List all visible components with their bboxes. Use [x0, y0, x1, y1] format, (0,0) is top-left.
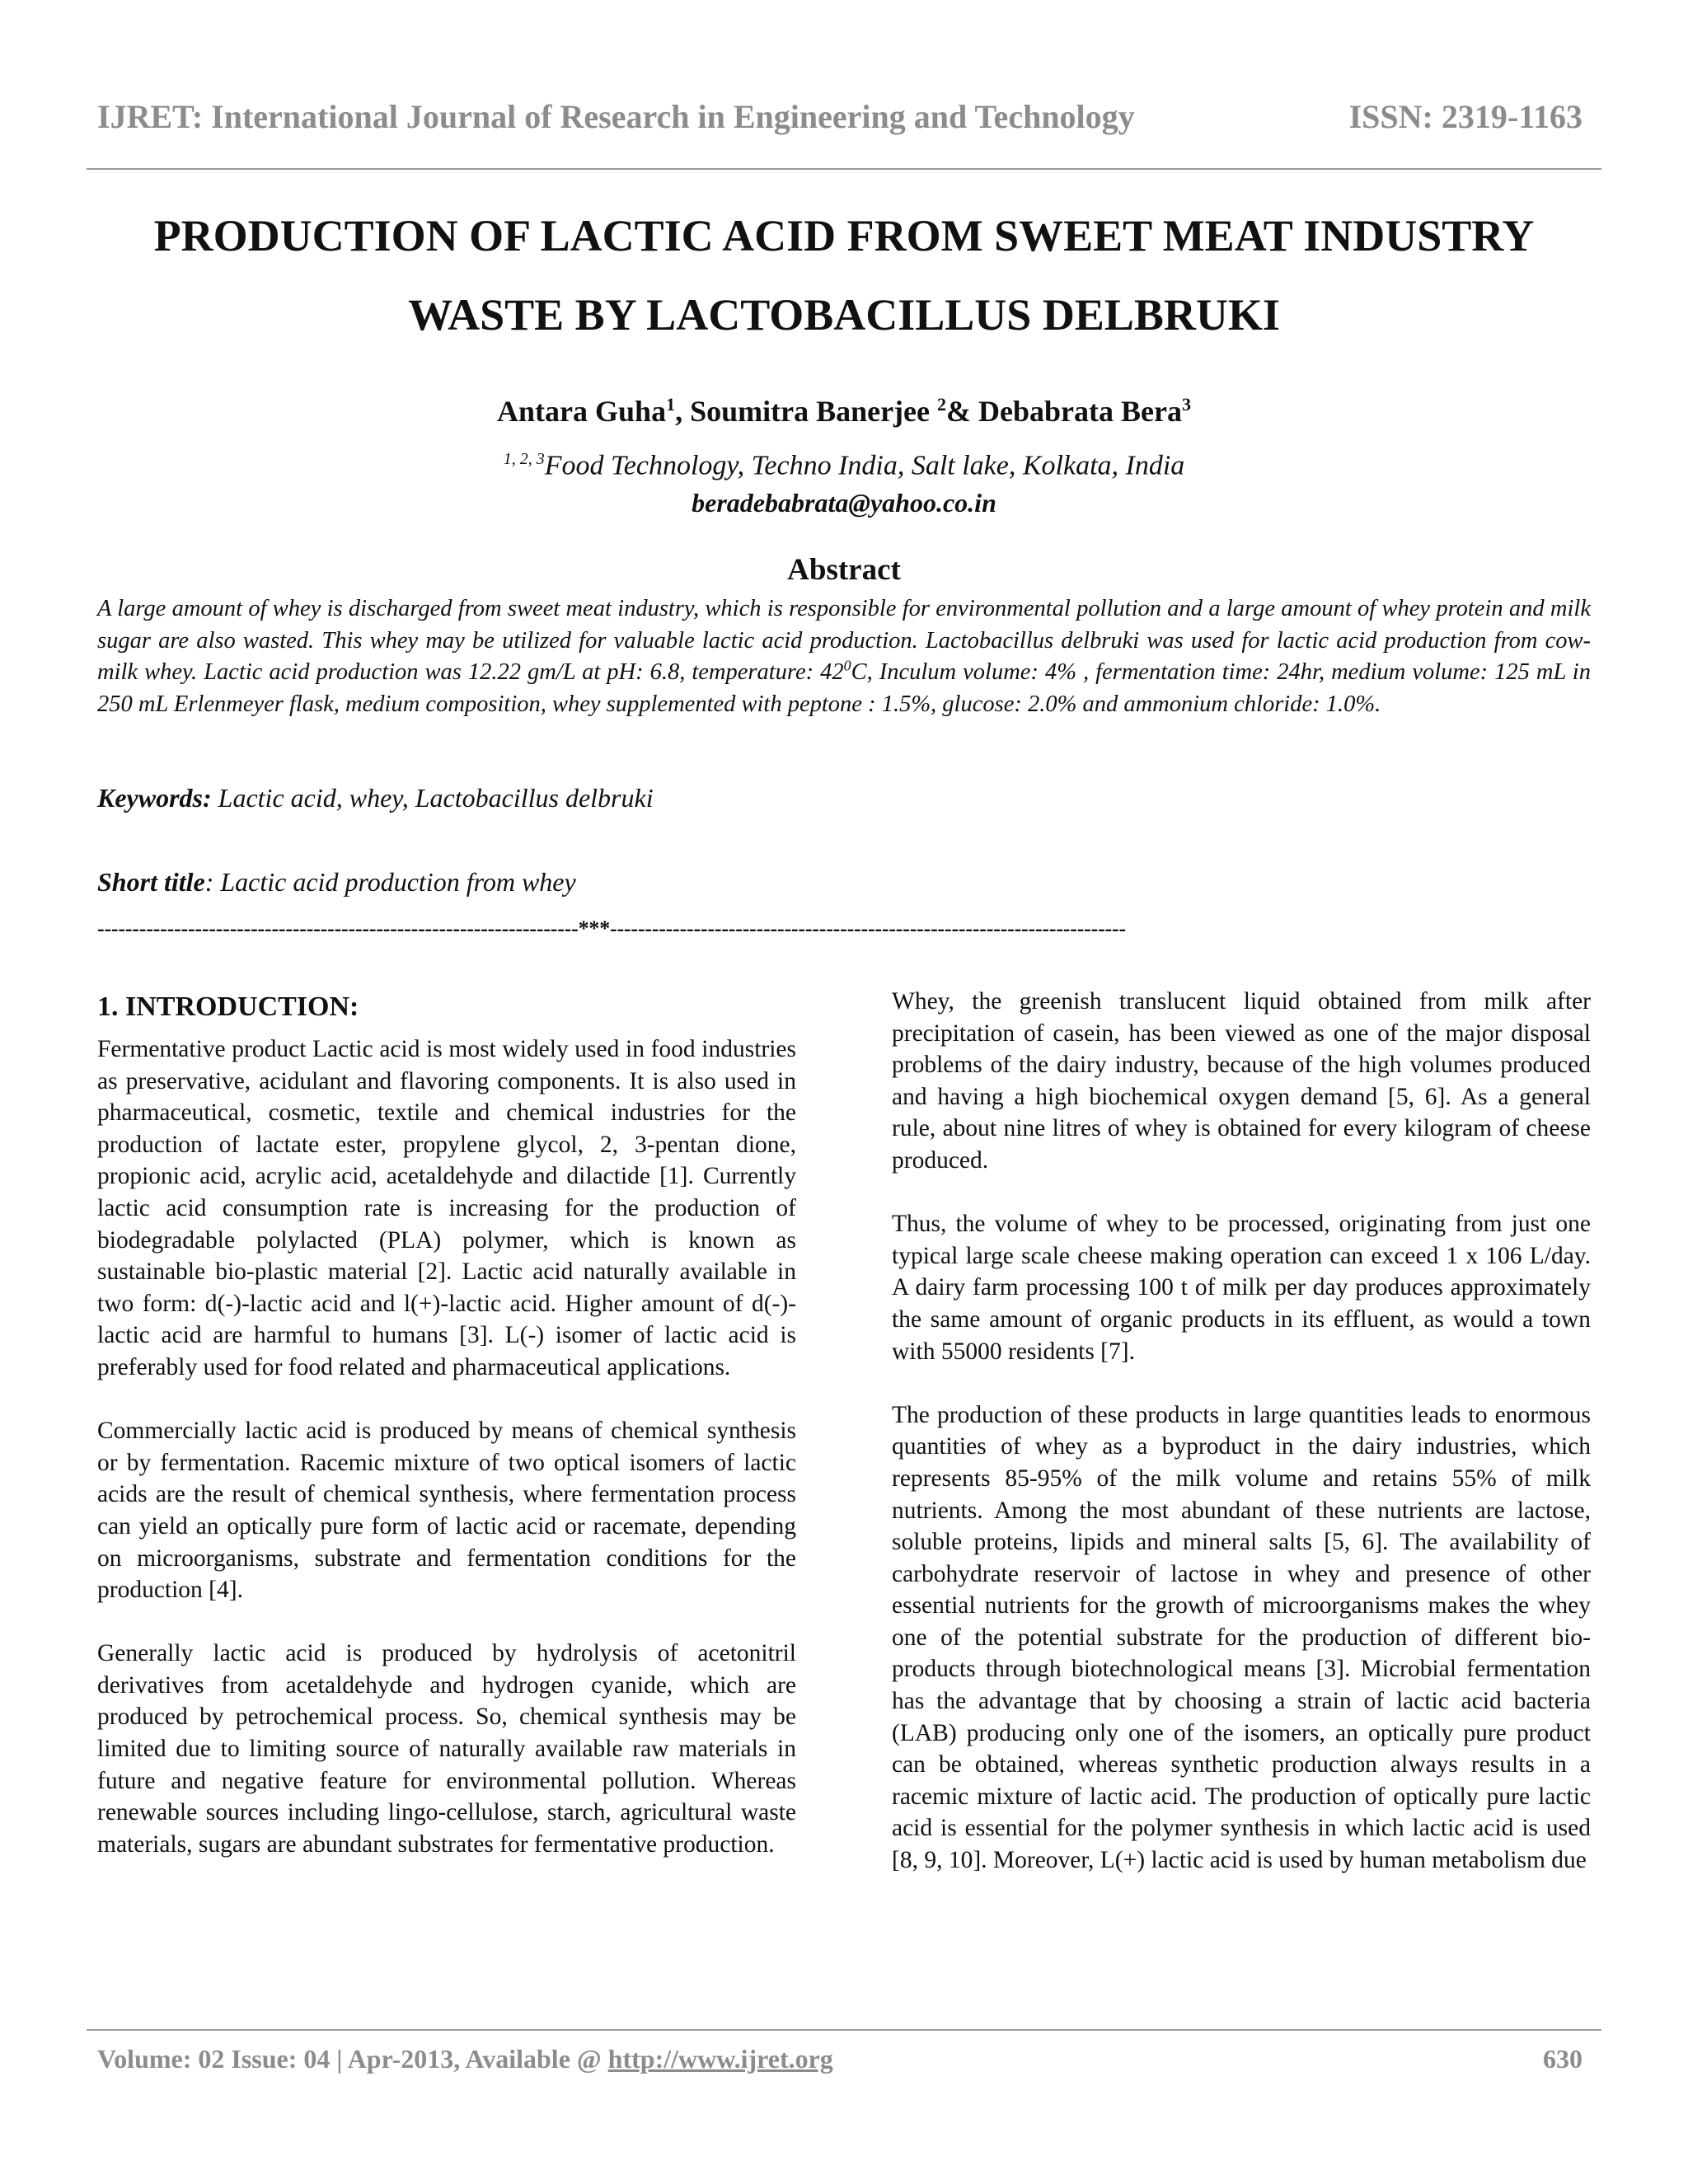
issn-header: ISSN: 2319-1163: [1348, 98, 1582, 135]
affiliation: [0, 450, 1688, 481]
paragraph: Commercially lactic acid is produced by means of chemical synthesis or by fermentation. Racemic mixture of two optical isomers of lactic acids are the result of chemical synthesis, where fermentation process can yield an optically pure form of lactic acid or racemate, depending on microorganisms, substrate and fermentation conditions for the production [4].: [97, 1418, 796, 1604]
left-column: [97, 987, 796, 1892]
affiliation-markers: 1, 2, 3: [503, 450, 545, 468]
footer-rule: [87, 2029, 1601, 2031]
header-rule: [87, 168, 1601, 170]
short-title-text: : Lactic acid production from whey: [204, 867, 576, 897]
right-column: [892, 986, 1591, 1908]
keywords-label: Keywords:: [97, 783, 212, 813]
short-title-label: Short title: [97, 867, 205, 897]
section-heading: 1. INTRODUCTION:: [97, 991, 359, 1022]
abstract-text-part-1: A large amount of whey is discharged from sweet meat industry, which is responsible for environmental pollution and a large amount of whey protein and milk sugar are also wasted. This whey may be utilized for valuable lactic acid production. Lactobacillus delbruki was used for lactic acid production from cow-milk whey. Lactic acid production was 12.22 gm/L at pH: 6.8, temperature: 42: [97, 596, 1591, 686]
title-line-1: PRODUCTION OF LACTIC ACID FROM SWEET MEAT INDUSTRY: [153, 211, 1535, 260]
author-email: beradebabrata@yahoo.co.in: [692, 488, 996, 518]
author-separator: ,: [675, 395, 691, 428]
section-separator: ---------------------------------------------------------------------***--------------------------------------------------------------------------: [97, 916, 1126, 940]
degree-superscript: 0: [843, 657, 851, 674]
page-number: 630: [1543, 2044, 1582, 2074]
author-2: Soumitra Banerjee: [690, 395, 937, 428]
author-3-affil: 3: [1181, 394, 1191, 415]
paragraph: Whey, the greenish translucent liquid obtained from milk after precipitation of casein, has been viewed as one of the major disposal problems of the dairy industry, because of the high volumes produced and having a high biochemical oxygen demand [5, 6]. As a general rule, about nine litres of whey is obtained for every kilogram of cheese produced.: [892, 988, 1591, 1174]
author-3: Debabrata Bera: [978, 395, 1182, 428]
abstract-heading: Abstract: [787, 553, 901, 587]
paragraph: The production of these products in large quantities leads to enormous quantities of whey as a byproduct in the dairy industries, which represents 85-95% of the milk volume and retains 55% of milk nutrients. Among the most abundant of these nutrients are lactose, soluble proteins, lipids and mineral salts [5, 6]. The availability of carbohydrate reservoir of lactose in whey and presence of other essential nutrients for the growth of microorganisms makes the whey one of the potential substrate for the production of different bio-products through biotechnological means [3]. Microbial fermentation has the advantage that by choosing a strain of lactic acid bacteria (LAB) producing only one of the isomers, an optically pure product can be obtained, whereas synthetic production always results in a racemic mixture of lactic acid. The production of optically pure lactic acid is essential for the polymer synthesis in which lactic acid is used [8, 9, 10]. Moreover, L(+) lactic acid is used by human metabolism due: [892, 1401, 1591, 1874]
paragraph: Thus, the volume of whey to be processed, originating from just one typical large scale cheese making operation can exceed 1 x 106 L/day. A dairy farm processing 100 t of milk per day produces approximately the same amount of organic products in its effluent, as would a town with 55000 residents [7].: [892, 1211, 1591, 1365]
abstract-text-part-2: C, Inculum volume: 4% , fermentation time: 24hr, medium volume: 125 mL in 250 mL Erlenmeyer flask, medium composition, whey supplemented with peptone : 1.5%, glucose: 2.0% and ammonium chloride: 1.0%.: [97, 659, 1591, 717]
short-title: [97, 867, 576, 898]
journal-header: IJRET: International Journal of Research in Engineering and Technology: [97, 98, 1135, 135]
author-1-affil: 1: [666, 394, 676, 415]
footer-info: [97, 2044, 833, 2074]
paragraph: Fermentative product Lactic acid is most widely used in food industries as preservative, acidulant and flavoring components. It is also used in pharmaceutical, cosmetic, textile and chemical industries for the production of lactate ester, propylene glycol, 2, 3-pentan dione, propionic acid, acrylic acid, acetaldehyde and dilactide [1]. Currently lactic acid consumption rate is increasing for the production of biodegradable polylacted (PLA) polymer, which is known as sustainable bio-plastic material [2]. Lactic acid naturally available in two form: d(-)-lactic acid and l(+)-lactic acid. Higher amount of d(-)-lactic acid are harmful to humans [3]. L(-) isomer of lactic acid is preferably used for food related and pharmaceutical applications.: [97, 1036, 796, 1380]
footer-volume-text: Volume: 02 Issue: 04 | Apr-2013, Available @: [97, 2044, 608, 2074]
author-list: [0, 394, 1688, 429]
journal-link[interactable]: http://www.ijret.org: [607, 2044, 833, 2074]
paper-title: [0, 196, 1688, 354]
abstract-text: [97, 593, 1591, 720]
paragraph: Generally lactic acid is produced by hydrolysis of acetonitril derivatives from acetaldehyde and hydrogen cyanide, which are produced by petrochemical process. So, chemical synthesis may be limited due to limiting source of naturally available raw materials in future and negative feature for environmental pollution. Whereas renewable sources including lingo-cellulose, starch, agricultural waste materials, sugars are abundant substrates for fermentative production.: [97, 1640, 796, 1858]
author-1: Antara Guha: [497, 395, 667, 428]
keywords: [97, 783, 654, 813]
author-2-affil: 2: [937, 394, 946, 415]
keywords-text: Lactic acid, whey, Lactobacillus delbruki: [211, 783, 654, 813]
title-line-2: WASTE BY LACTOBACILLUS DELBRUKI: [408, 290, 1280, 340]
author-separator: &: [946, 395, 978, 428]
affiliation-text: Food Technology, Techno India, Salt lake, Kolkata, India: [544, 450, 1185, 481]
